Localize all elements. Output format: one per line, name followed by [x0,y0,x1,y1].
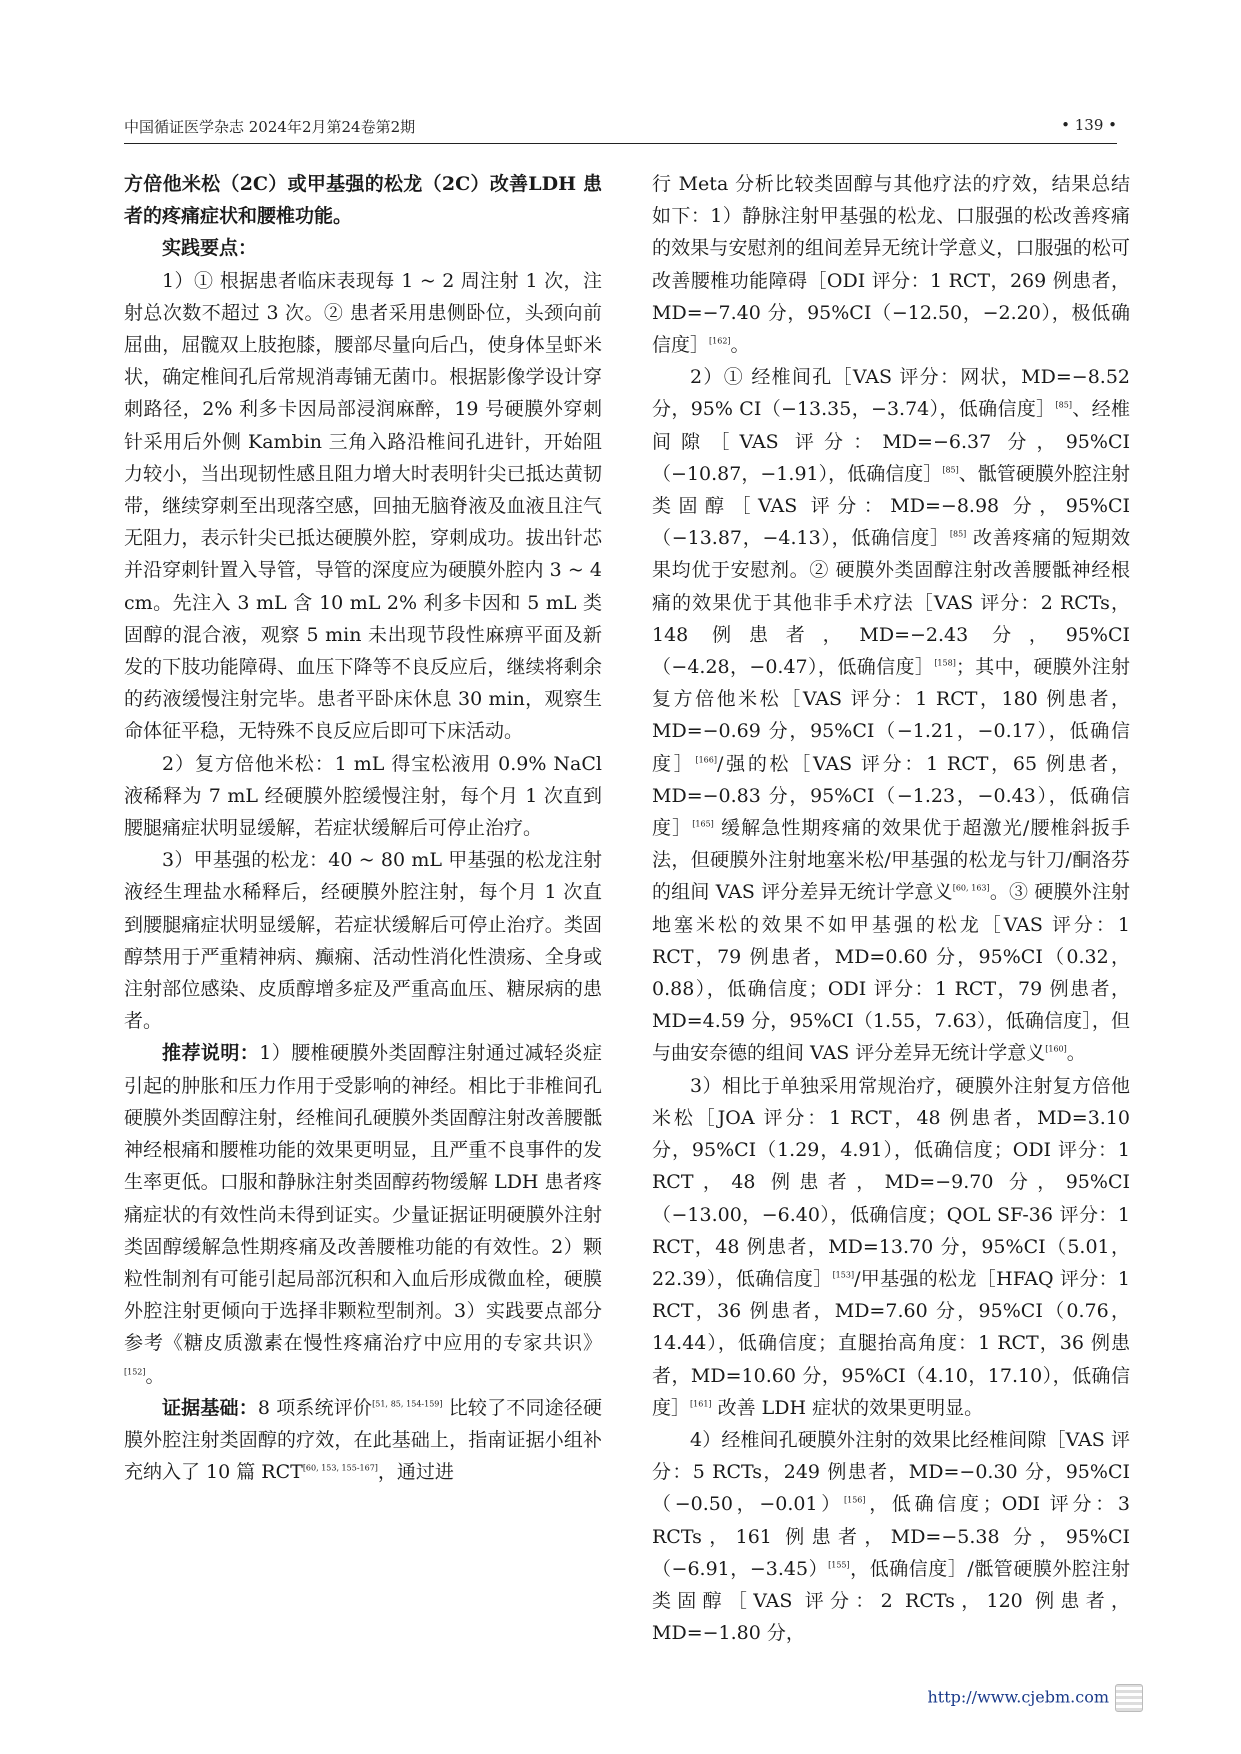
left-column [124,168,602,1488]
paragraph-text: 。 [730,334,750,357]
paragraph-text: 。 [1066,1042,1086,1065]
journal-title: 中国循证医学杂志 2024年2月第24卷第2期 [124,118,416,136]
paragraph-text: 1）腰椎硬膜外类固醇注射通过减轻炎症引起的肿胀和压力作用于受影响的神经。相比于非椎间孔硬膜外类固醇注射，经椎间孔硬膜外类固醇注射改善腰骶神经根痛和腰椎功能的效果更明显，且严重不良事件的发生率更低。口服和静脉注射类固醇药物缓解 LDH 患者疼痛症状的有效性尚未得到证实。少量证据证明硬膜外注射类固醇缓解急性期疼痛及改善腰椎功能的有效性。2）颗粒性制剂有可能引起局部沉积和入血后形成微血栓，硬膜外腔注射更倾向于选择非颗粒型制剂。3）实践要点部分参考《糖皮质激素在慢性疼痛治疗中应用的专家共识》 [124,1042,602,1355]
paragraph [124,1392,602,1489]
citation-ref[interactable]: [60, 163] [952,884,990,894]
paragraph-text: 。③ 硬膜外注射地塞米松的效果不如甲基强的松龙［VAS 评分：1 RCT，79 例患者，MD=0.60 分，95%CI（0.32，0.88），低确信度；ODI 评分：1 RCT，79 例患者，MD=4.59 分，95%CI（1.55，7.63），低确信度］，但与曲安奈德的组间 VAS 评分差异无统计学意义 [652,881,1131,1065]
paragraph-text: 2）① 经椎间孔［VAS 评分：网状，MD=−8.52 分，95% CI（−13.35，−3.74），低确信度］ [652,366,1130,421]
paragraph-text: 比较了不同途径硬膜外腔注射类固醇的疗效，在此基础上，指南证据小组补充纳入了 10 篇 RCT [124,1396,602,1484]
paragraph [124,168,602,232]
paragraph-text: ，通过进 [377,1461,454,1484]
paragraph-text: ，低确信度］/骶管硬膜外腔注射类固醇［VAS 评分：2 RCTs，120 例患者，MD=−1.80 分， [652,1557,1130,1645]
paragraph-text: ，低确信度；ODI 评分：3 RCTs，161 例患者，MD=−5.38 分，95%CI（−6.91，−3.45） [652,1493,1130,1580]
paragraph-text: 1）① 根据患者临床表现每 1 ~ 2 周注射 1 次，注射总次数不超过 3 次。② 患者采用患侧卧位，头颈向前屈曲，屈髋双上肢抱膝，腰部尽量向后凸，使身体呈虾米状，确定椎间孔后常规消毒铺无菌巾。根据影像学设计穿刺路径，2% 利多卡因局部浸润麻醉，19 号硬膜外穿刺针采用后外侧 Kambin 三角入路沿椎间孔进针，开始阻力较小，当出现韧性感且阻力增大时表明针尖已抵达黄韧带，继续穿刺至出现落空感，回抽无脑脊液及血液且注气无阻力，表示针尖已抵达硬膜外腔，穿刺成功。拔出针芯并沿穿刺针置入导管，导管的深度应为硬膜外腔内 3 ~ 4 cm。先注入 3 mL 含 10 mL 2% 利多卡因和 5 mL 类固醇的混合液，观察 5 min 未出现节段性麻痹平面及新发的下肢功能障碍、血压下降等不良反应后，继续将剩余的药液缓慢注射完毕。患者平卧床休息 30 min，观察生命体征平稳，无特殊不良反应后即可下床活动。 [124,269,602,743]
page-number: • 139 • [1061,116,1117,134]
paragraph-text: 、经椎间隙［VAS 评分：MD=−6.37 分，95%CI（−10.87，−1.91），低确信度］ [652,398,1130,485]
citation-ref[interactable]: [165] [692,819,714,829]
journal-url-link[interactable]: http://www.cjebm.com [927,1687,1109,1707]
paragraph-text: 8 项系统评价 [257,1396,373,1419]
citation-ref[interactable]: [85] [1055,401,1072,411]
paragraph-text: 。 [145,1364,165,1387]
paragraph-text: 方倍他米松（2C）或甲基强的松龙（2C）改善LDH 患者的疼痛症状和腰椎功能。 [124,173,602,228]
citation-ref[interactable]: [156] [843,1496,866,1505]
paragraph-text: 、骶管硬膜外腔注射类固醇［VAS 评分：MD=−8.98 分，95%CI（−13.87，−4.13），低确信度］ [652,462,1130,550]
citation-ref[interactable]: [60, 153, 155-167] [302,1463,378,1473]
citation-ref[interactable]: [153] [832,1270,855,1280]
paragraph-lead: 推荐说明： [162,1042,260,1065]
paragraph-text: 2）复方倍他米松：1 mL 得宝松液用 0.9% NaCl 液稀释为 7 mL 经硬膜外腔缓慢注射，每个月 1 次直到腰腿痛症状明显缓解，若症状缓解后可停止治疗。 [124,752,602,840]
paragraph-text: /强的松［VAS 评分：1 RCT，65 例患者，MD=−0.83 分，95%CI（−1.23，−0.43），低确信度］ [652,752,1130,840]
citation-ref[interactable]: [152] [124,1367,146,1377]
paragraph [124,844,602,1037]
paragraph-text: ；其中，硬膜外注射复方倍他米松［VAS 评分：1 RCT，180 例患者，MD=−0.69 分，95%CI（−1.21，−0.17），低确信度］ [652,656,1130,775]
paragraph [124,1037,602,1391]
paragraph-text: 3）甲基强的松龙：40 ~ 80 mL 甲基强的松龙注射液经生理盐水稀释后，经硬膜外腔注射，每个月 1 次直到腰腿痛症状明显缓解，若症状缓解后可停止治疗。类固醇禁用于严重精神病、癫痫、活动性消化性溃疡、全身或注射部位感染、皮质醇增多症及严重高血压、糖尿病的患者。 [124,849,602,1033]
citation-ref[interactable]: [155] [828,1560,850,1570]
citation-ref[interactable]: [51, 85, 154-159] [372,1399,443,1409]
paragraph-text: 4）经椎间孔硬膜外注射的效果比经椎间隙［VAS 评分：5 RCTs，249 例患者，MD=−0.30 分，95%CI（−0.50，−0.01） [652,1428,1130,1516]
paragraph-text: 3）相比于单独采用常规治疗，硬膜外注射复方倍他米松［JOA 评分：1 RCT，48 例患者，MD=3.10 分，95%CI（1.29，4.91），低确信度；ODI 评分：1 RCT，48 例患者，MD=−9.70 分，95%CI（−13.00，−6.40），低确信度；QOL SF-36 评分：1 RCT，48 例患者，MD=13.70 分，95%CI（5.01，22.39），低确信度］ [652,1074,1130,1290]
paragraph [124,232,602,264]
paragraph [124,748,602,845]
citation-ref[interactable]: [162] [709,336,731,346]
paragraph [124,265,602,748]
citation-ref[interactable]: [161] [690,1399,712,1409]
paragraph-text: /甲基强的松龙［HFAQ 评分：1 RCT，36 例患者，MD=7.60 分，95%CI（0.76，14.44），低确信度；直腿抬高角度：1 RCT，36 例患者，MD=10.60 分，95%CI（4.10，17.10），低确信度］ [652,1267,1130,1419]
paragraph [652,361,1130,1069]
running-header [124,116,1117,142]
journal-logo-icon [1115,1684,1143,1712]
citation-ref[interactable]: [85] [942,465,959,475]
citation-ref[interactable]: [160] [1045,1045,1067,1055]
footer [927,1684,1143,1712]
paragraph-text: 改善 LDH 症状的效果更明显。 [711,1396,984,1419]
citation-ref[interactable]: [85] [949,529,967,539]
header-rule [124,143,1117,144]
citation-ref[interactable]: [158] [934,658,956,668]
paragraph [652,168,1130,361]
paragraph [652,1424,1130,1649]
right-column [652,168,1130,1649]
paragraph-text: 实践要点： [162,237,258,260]
paragraph-text: 行 Meta 分析比较类固醇与其他疗法的疗效，结果总结如下：1）静脉注射甲基强的松龙、口服强的松改善疼痛的效果与安慰剂的组间差异无统计学意义，口服强的松可改善腰椎功能障碍［ODI 评分：1 RCT，269 例患者，MD=−7.40 分，95%CI（−12.50，−2.20），极低确信度］ [652,173,1130,357]
paragraph-text: 缓解急性期疼痛的效果优于超激光/腰椎斜扳手法，但硬膜外注射地塞米松/甲基强的松龙与针刀/酮洛芬的组间 VAS 评分差异无统计学意义 [652,817,1130,904]
paragraph-lead: 证据基础： [162,1396,258,1419]
paragraph [652,1070,1130,1424]
citation-ref[interactable]: [166] [695,755,717,765]
paragraph-text: 改善疼痛的短期效果均优于安慰剂。② 硬膜外类固醇注射改善腰骶神经根痛的效果优于其他非手术疗法［VAS 评分：2 RCTs，148 例患者，MD=−2.43 分，95%CI（−4.28，−0.47），低确信度］ [652,527,1130,679]
